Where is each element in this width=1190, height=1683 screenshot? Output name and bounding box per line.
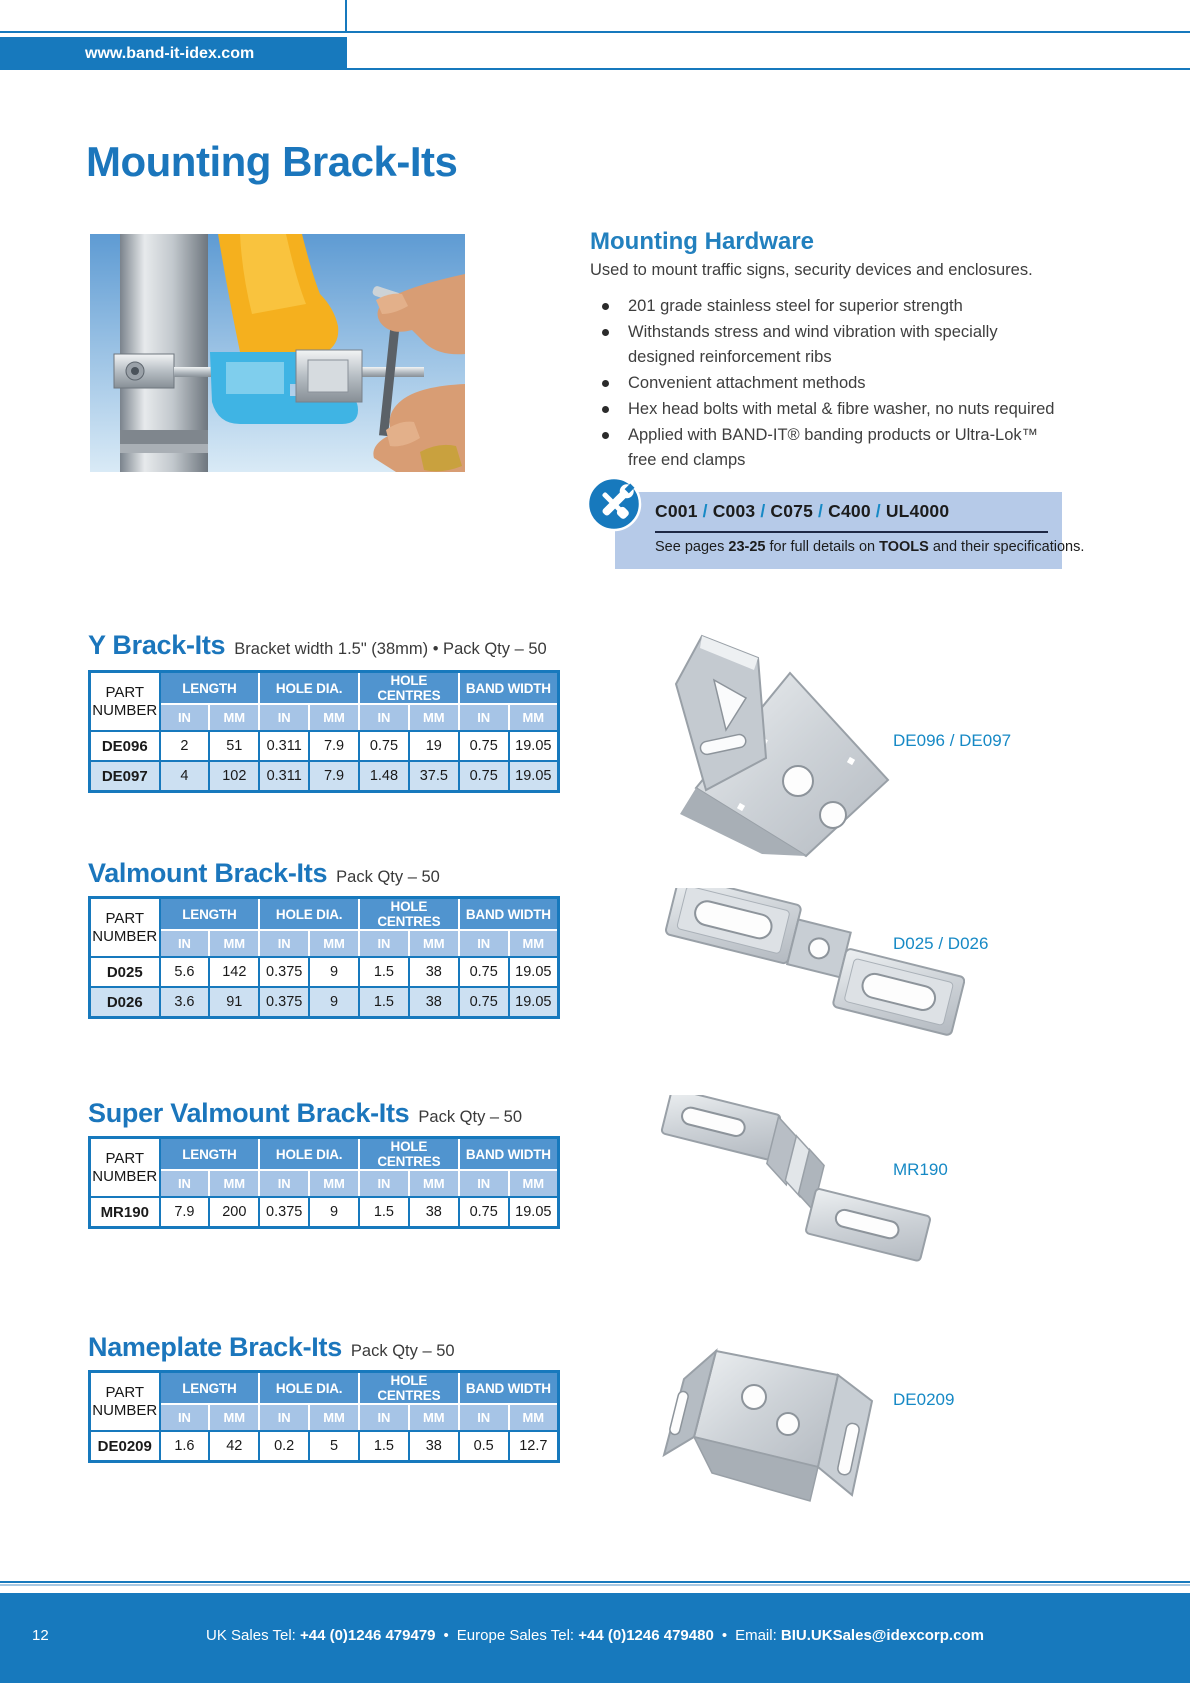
- unit-header: MM: [409, 704, 459, 731]
- spec-table-super-valmount: [88, 1136, 560, 1229]
- footer-separator: •: [721, 1627, 728, 1644]
- unit-header: MM: [509, 930, 559, 957]
- unit-header: IN: [160, 930, 210, 957]
- unit-header: MM: [309, 704, 359, 731]
- col-header-length: LENGTH: [160, 1372, 260, 1405]
- table-row: [90, 761, 559, 792]
- unit-header: MM: [409, 1170, 459, 1197]
- col-header-hole-centres: HOLE CENTRES: [359, 1372, 459, 1405]
- spec-cell: 1.48: [359, 761, 409, 792]
- spec-cell: 0.75: [359, 731, 409, 761]
- product-image-y-brackit: [640, 618, 910, 858]
- spec-cell: 7.9: [309, 731, 359, 761]
- code-separator: /: [818, 501, 824, 521]
- col-header-part-number: PART NUMBER: [90, 1138, 160, 1198]
- uk-sales-phone: +44 (0)1246 479479: [299, 1627, 436, 1644]
- section-title: Valmount Brack-Its: [88, 858, 328, 888]
- tool-code: UL4000: [885, 501, 950, 521]
- spec-cell: 1.5: [359, 987, 409, 1018]
- col-header-part-number: PART NUMBER: [90, 898, 160, 958]
- spec-cell: 37.5: [409, 761, 459, 792]
- col-header-part-number: PART NUMBER: [90, 672, 160, 732]
- col-header-part-number: PART NUMBER: [90, 1372, 160, 1432]
- spec-cell: 0.5: [459, 1431, 509, 1462]
- spec-cell: 38: [409, 987, 459, 1018]
- unit-header: IN: [359, 1170, 409, 1197]
- product-image-super-valmount: [650, 1095, 940, 1280]
- spec-cell: 7.9: [160, 1197, 210, 1228]
- unit-header: IN: [259, 1170, 309, 1197]
- bullet-dot: [602, 329, 609, 336]
- unit-header: MM: [209, 1170, 259, 1197]
- code-separator: /: [702, 501, 708, 521]
- unit-header: IN: [259, 930, 309, 957]
- col-header-band-width: BAND WIDTH: [459, 1138, 559, 1171]
- header-bar: [0, 37, 347, 70]
- unit-header: MM: [409, 1404, 459, 1431]
- page-number: 12: [32, 1627, 49, 1644]
- section-heading-super-valmount: [88, 1098, 522, 1129]
- section-heading-y-brackits: [88, 630, 547, 661]
- col-header-band-width: BAND WIDTH: [459, 672, 559, 705]
- spec-cell: 5.6: [160, 957, 210, 987]
- bullet-item: [598, 294, 1058, 319]
- spec-cell: 0.75: [459, 957, 509, 987]
- spec-cell: 4: [160, 761, 210, 792]
- bullet-item: [598, 371, 1058, 396]
- unit-header: IN: [359, 930, 409, 957]
- spec-cell: 19.05: [509, 987, 559, 1018]
- section-subtitle: Bracket width 1.5" (38mm) • Pack Qty – 50: [234, 640, 547, 658]
- hardware-bullet-list: [598, 294, 1058, 474]
- header-top-rule: [0, 31, 1190, 33]
- part-number-cell: MR190: [90, 1197, 160, 1228]
- spec-cell: 142: [209, 957, 259, 987]
- hardware-intro: Used to mount traffic signs, security devices and enclosures.: [590, 261, 1033, 279]
- col-header-hole-dia: HOLE DIA.: [259, 1138, 359, 1171]
- spec-cell: 0.2: [259, 1431, 309, 1462]
- tool-code: C003: [712, 501, 756, 521]
- code-separator: /: [875, 501, 881, 521]
- tool-code: C400: [828, 501, 871, 521]
- unit-header: IN: [359, 704, 409, 731]
- email-label: Email:: [735, 1627, 781, 1644]
- product-label: D025 / D026: [893, 934, 989, 953]
- spec-cell: 19.05: [509, 761, 559, 792]
- unit-header: MM: [509, 1170, 559, 1197]
- tool-codes: [655, 501, 949, 522]
- spec-cell: 0.375: [259, 987, 309, 1018]
- col-header-hole-centres: HOLE CENTRES: [359, 672, 459, 705]
- spec-cell: 5: [309, 1431, 359, 1462]
- spec-cell: 1.5: [359, 957, 409, 987]
- section-title: Nameplate Brack-Its: [88, 1332, 342, 1362]
- callout-note: [655, 539, 1084, 555]
- header-vertical-rule: [345, 0, 347, 31]
- spec-table-y-brackits: [88, 670, 560, 793]
- spec-cell: 1.6: [160, 1431, 210, 1462]
- bullet-dot: [602, 432, 609, 439]
- unit-header: IN: [459, 704, 509, 731]
- unit-header: MM: [209, 704, 259, 731]
- spec-cell: 12.7: [509, 1431, 559, 1462]
- spec-cell: 9: [309, 1197, 359, 1228]
- note-pages: 23-25: [728, 539, 766, 555]
- unit-header: IN: [359, 1404, 409, 1431]
- product-image-valmount: [655, 888, 965, 1063]
- bullet-text: 201 grade stainless steel for superior strength: [628, 297, 963, 315]
- spec-cell: 38: [409, 1197, 459, 1228]
- note-text: and their specifications.: [928, 539, 1085, 555]
- spec-cell: 9: [309, 957, 359, 987]
- spec-cell: 19.05: [509, 731, 559, 761]
- europe-sales-phone: +44 (0)1246 479480: [578, 1627, 714, 1644]
- section-heading-nameplate: [88, 1332, 455, 1363]
- bullet-dot: [602, 406, 609, 413]
- col-header-hole-dia: HOLE DIA.: [259, 672, 359, 705]
- bullet-text: Hex head bolts with metal & fibre washer, no nuts required: [628, 400, 1055, 418]
- tool-code: C001: [655, 501, 698, 521]
- col-header-hole-dia: HOLE DIA.: [259, 898, 359, 931]
- spec-cell: 0.311: [259, 761, 309, 792]
- page-title: Mounting Brack-Its: [86, 138, 458, 185]
- col-header-length: LENGTH: [160, 898, 260, 931]
- col-header-band-width: BAND WIDTH: [459, 898, 559, 931]
- spec-cell: 19.05: [509, 957, 559, 987]
- footer-rule-light: [0, 1584, 1190, 1586]
- footer-rule: [0, 1581, 1190, 1583]
- website-link[interactable]: www.band-it-idex.com: [85, 45, 255, 62]
- unit-header: IN: [459, 1404, 509, 1431]
- unit-header: MM: [509, 1404, 559, 1431]
- footer-contact-line: [0, 1627, 1190, 1644]
- bullet-item: [598, 320, 1058, 370]
- bullet-dot: [602, 303, 609, 310]
- unit-header: MM: [209, 930, 259, 957]
- col-header-length: LENGTH: [160, 1138, 260, 1171]
- note-tools: TOOLS: [879, 539, 929, 555]
- footer-separator: •: [443, 1627, 449, 1644]
- spec-cell: 42: [209, 1431, 259, 1462]
- bullet-dot: [602, 380, 609, 387]
- note-text: See pages: [655, 539, 729, 555]
- col-header-hole-dia: HOLE DIA.: [259, 1372, 359, 1405]
- unit-header: MM: [509, 704, 559, 731]
- bullet-text: Withstands stress and wind vibration with specially designed reinforcement ribs: [628, 323, 998, 366]
- uk-sales-label: UK Sales Tel:: [206, 1627, 300, 1644]
- spec-cell: 0.375: [259, 957, 309, 987]
- col-header-band-width: BAND WIDTH: [459, 1372, 559, 1405]
- code-separator: /: [760, 501, 766, 521]
- section-subtitle: Pack Qty – 50: [336, 868, 440, 886]
- unit-header: IN: [459, 930, 509, 957]
- unit-header: IN: [160, 1170, 210, 1197]
- application-photo: [90, 234, 465, 472]
- col-header-hole-centres: HOLE CENTRES: [359, 898, 459, 931]
- part-number-cell: DE0209: [90, 1431, 160, 1462]
- table-row: [90, 1431, 559, 1462]
- spec-table-valmount: [88, 896, 560, 1019]
- bullet-text: Applied with BAND-IT® banding products or Ultra-Lok™ free end clamps: [628, 426, 1039, 469]
- unit-header: MM: [409, 930, 459, 957]
- hardware-title: Mounting Hardware: [590, 228, 815, 255]
- unit-header: IN: [259, 1404, 309, 1431]
- spec-cell: 38: [409, 1431, 459, 1462]
- spec-cell: 1.5: [359, 1197, 409, 1228]
- unit-header: IN: [160, 1404, 210, 1431]
- tools-icon: [586, 476, 642, 532]
- email-link[interactable]: BIU.UKSales@idexcorp.com: [780, 1627, 984, 1644]
- spec-cell: 200: [209, 1197, 259, 1228]
- header-extension-rule: [347, 68, 1190, 70]
- note-text: for full details on: [765, 539, 880, 555]
- product-label: DE096 / DE097: [893, 731, 1012, 750]
- table-row: [90, 731, 559, 761]
- bullet-text: Convenient attachment methods: [628, 374, 866, 392]
- tool-code: C075: [770, 501, 814, 521]
- table-row: [90, 957, 559, 987]
- part-number-cell: D026: [90, 987, 160, 1018]
- product-label: MR190: [893, 1160, 948, 1179]
- spec-table-nameplate: [88, 1370, 560, 1463]
- spec-cell: 19: [409, 731, 459, 761]
- unit-header: MM: [309, 1170, 359, 1197]
- spec-cell: 9: [309, 987, 359, 1018]
- unit-header: MM: [309, 930, 359, 957]
- section-subtitle: Pack Qty – 50: [418, 1108, 523, 1126]
- product-image-nameplate: [660, 1325, 900, 1520]
- spec-cell: 0.75: [459, 731, 509, 761]
- bullet-item: [598, 397, 1058, 422]
- spec-cell: 91: [209, 987, 259, 1018]
- section-title: Super Valmount Brack-Its: [88, 1098, 410, 1128]
- tools-callout: [615, 492, 1085, 569]
- part-number-cell: D025: [90, 957, 160, 987]
- col-header-hole-centres: HOLE CENTRES: [359, 1138, 459, 1171]
- spec-cell: 0.311: [259, 731, 309, 761]
- unit-header: IN: [160, 704, 210, 731]
- table-row: [90, 987, 559, 1018]
- product-label: DE0209: [893, 1390, 955, 1409]
- part-number-cell: DE097: [90, 761, 160, 792]
- table-row: [90, 1197, 559, 1228]
- section-heading-valmount: [88, 858, 440, 889]
- section-subtitle: Pack Qty – 50: [350, 1342, 455, 1360]
- spec-cell: 1.5: [359, 1431, 409, 1462]
- spec-cell: 7.9: [309, 761, 359, 792]
- spec-cell: 0.75: [459, 987, 509, 1018]
- spec-cell: 51: [209, 731, 259, 761]
- section-title: Y Brack-Its: [88, 630, 226, 660]
- spec-cell: 38: [409, 957, 459, 987]
- unit-header: IN: [259, 704, 309, 731]
- spec-cell: 0.75: [459, 761, 509, 792]
- spec-cell: 0.75: [459, 1197, 509, 1228]
- spec-cell: 0.375: [259, 1197, 309, 1228]
- col-header-length: LENGTH: [160, 672, 260, 705]
- unit-header: MM: [209, 1404, 259, 1431]
- part-number-cell: DE096: [90, 731, 160, 761]
- unit-header: MM: [309, 1404, 359, 1431]
- unit-header: IN: [459, 1170, 509, 1197]
- spec-cell: 102: [209, 761, 259, 792]
- spec-cell: 19.05: [509, 1197, 559, 1228]
- spec-cell: 3.6: [160, 987, 210, 1018]
- spec-cell: 2: [160, 731, 210, 761]
- bullet-item: [598, 423, 1058, 473]
- callout-divider: [655, 531, 1048, 533]
- europe-sales-label: Europe Sales Tel:: [456, 1627, 579, 1644]
